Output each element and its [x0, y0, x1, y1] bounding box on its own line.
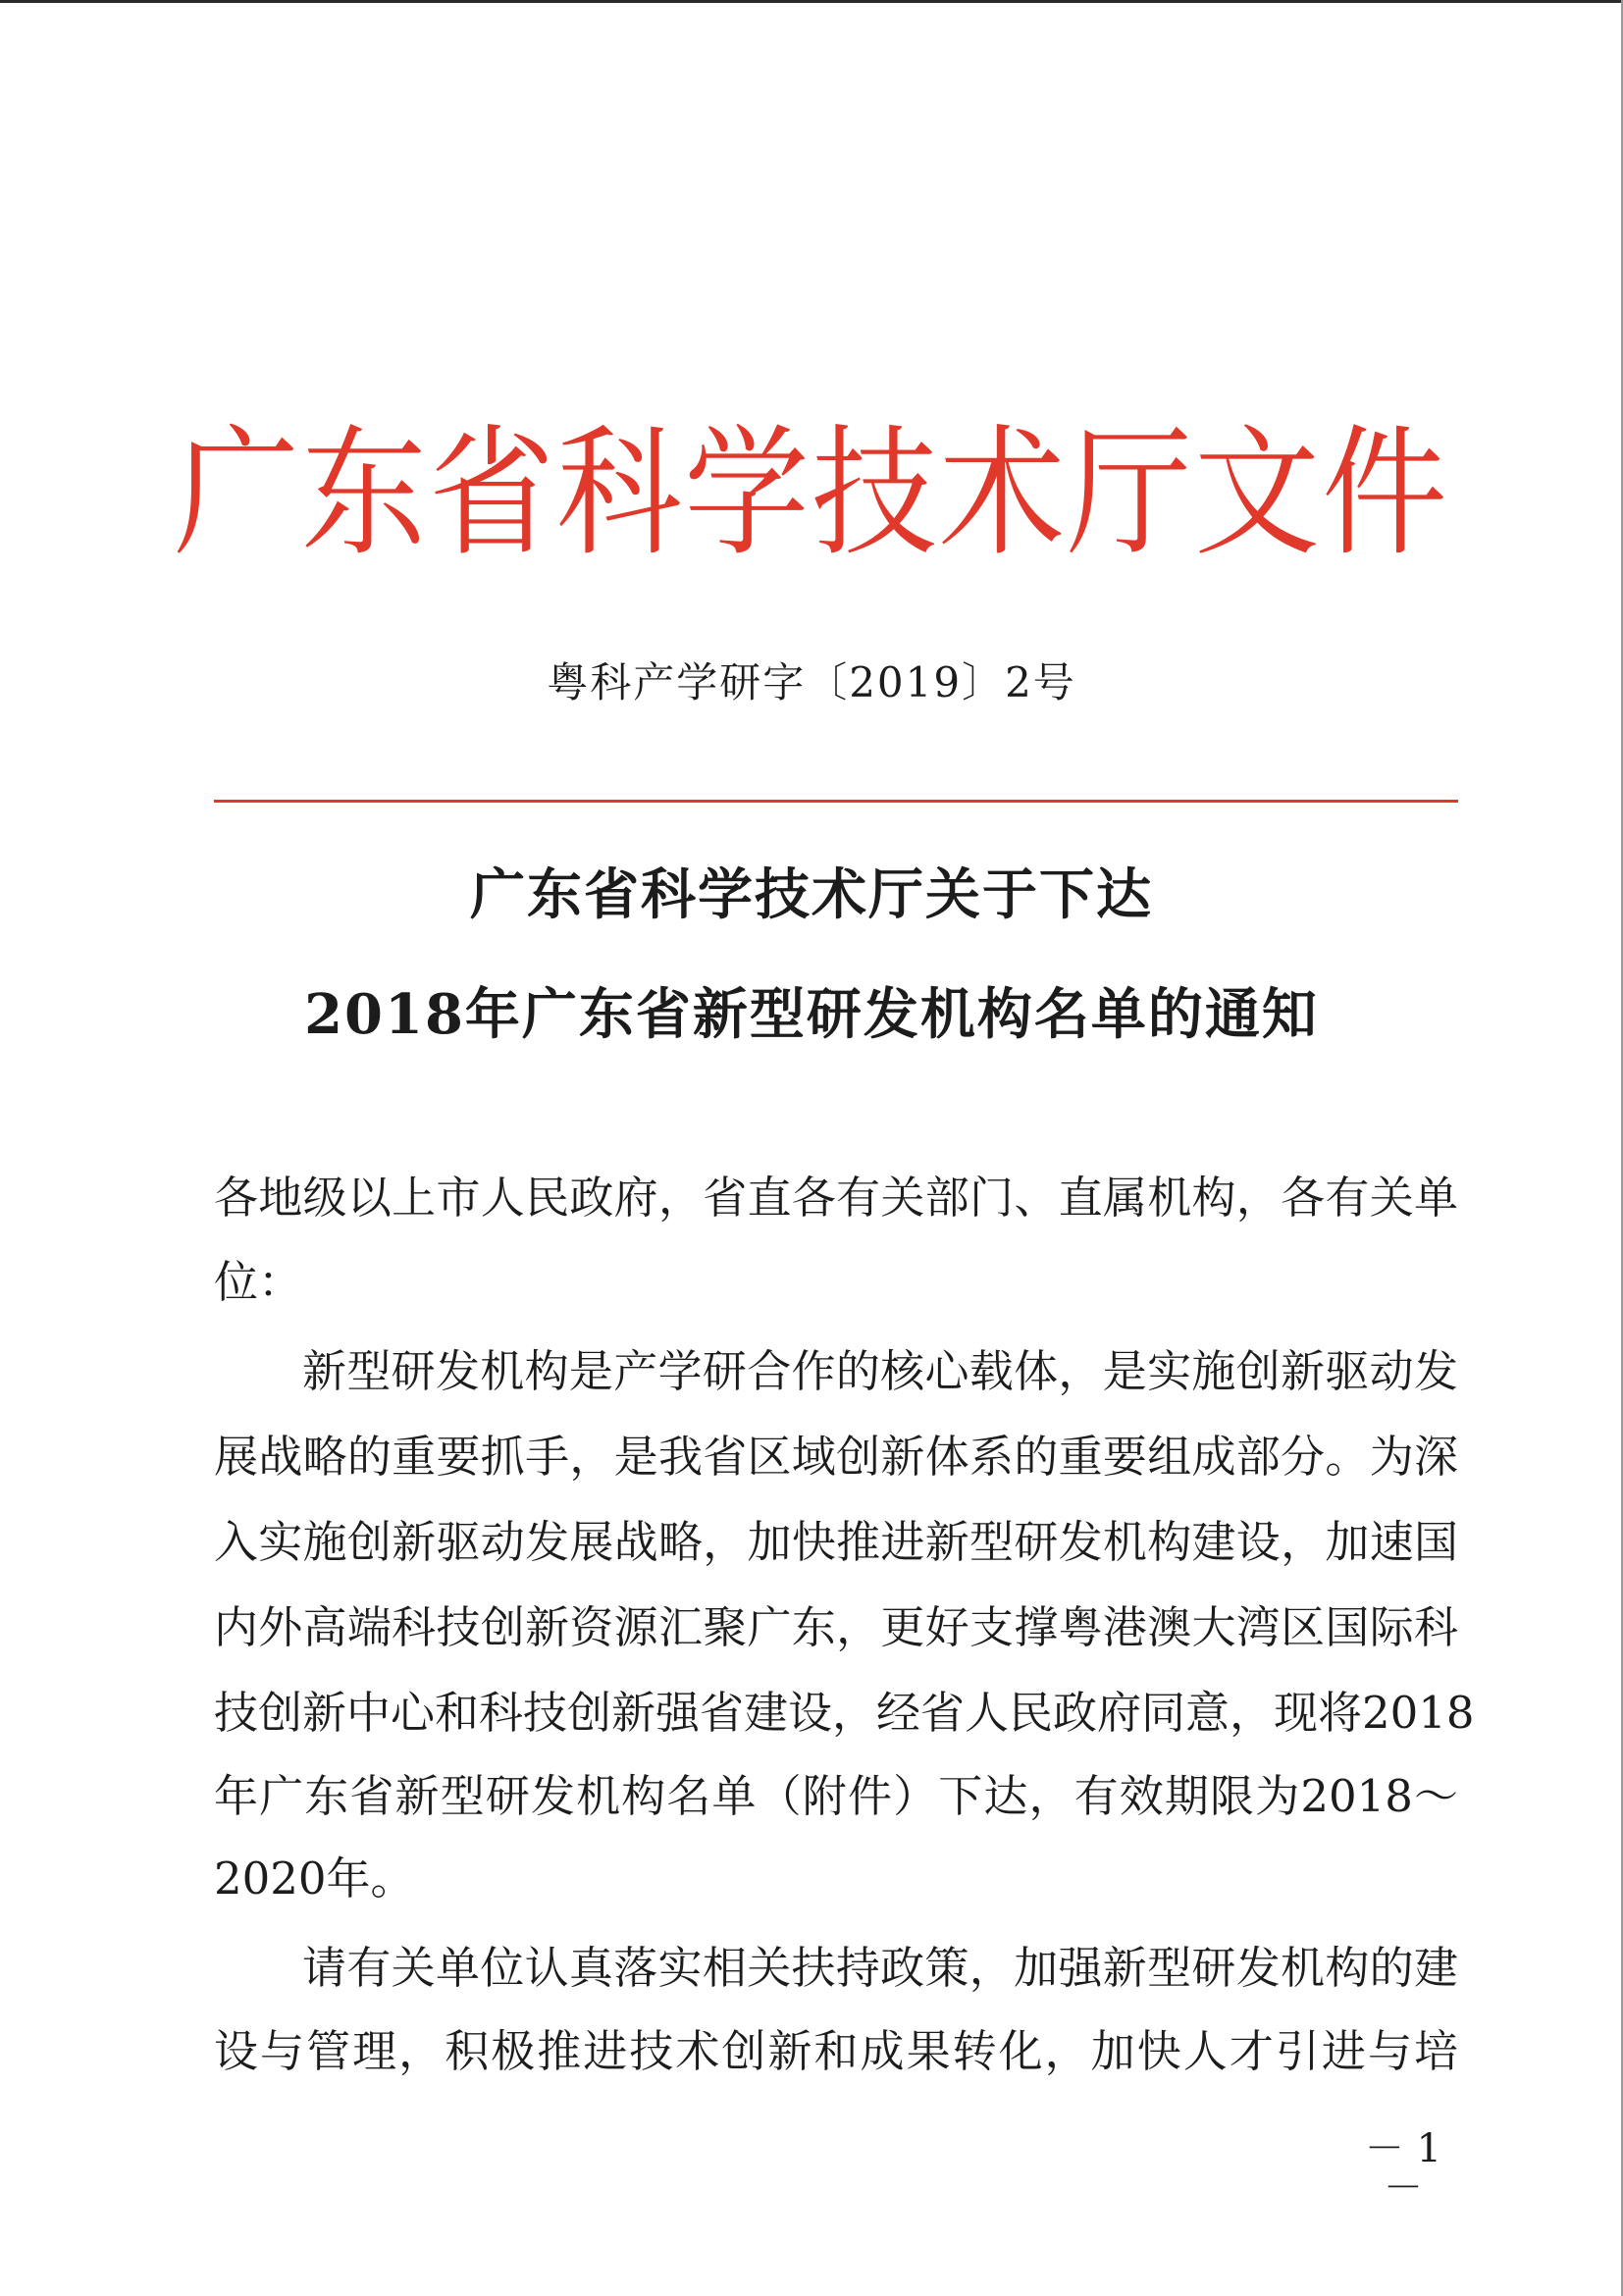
letterhead: 广东省科学技术厅文件	[173, 412, 1449, 576]
paragraph2-line-1: 请有关单位认真落实相关扶持政策，加强新型研发机构的建	[302, 1942, 1458, 1994]
scan-edge-top	[0, 0, 1623, 3]
paragraph2-line-2: 设与管理，积极推进技术创新和成果转化，加快人才引进与培	[214, 2025, 1458, 2077]
paragraph1-line-1: 新型研发机构是产学研合作的核心载体，是实施创新驱动发	[302, 1345, 1458, 1397]
paragraph1-line-7: 2020年。	[214, 1852, 415, 1905]
addressee-line-2: 位：	[214, 1256, 303, 1308]
addressee-line-1: 各地级以上市人民政府，省直各有关部门、直属机构，各有关单	[214, 1172, 1458, 1224]
red-separator-line	[214, 800, 1458, 803]
page-number: － 1 －	[1364, 2126, 1442, 2211]
paragraph1-line-3: 入实施创新驱动发展战略，加快推进新型研发机构建设，加速国	[214, 1516, 1458, 1568]
title-line-2: 2018年广东省新型研发机构名单的通知	[304, 982, 1319, 1047]
title-line-1: 广东省科学技术厅关于下达	[470, 862, 1153, 927]
document-number: 粤科产学研字〔2019〕2号	[547, 658, 1076, 706]
paragraph1-line-5: 技创新中心和科技创新强省建设，经省人民政府同意，现将2018	[214, 1687, 1475, 1739]
paragraph1-line-2: 展战略的重要抓手，是我省区域创新体系的重要组成部分。为深	[214, 1431, 1458, 1483]
paragraph1-line-6: 年广东省新型研发机构名单（附件）下达，有效期限为2018～	[214, 1770, 1458, 1822]
paragraph1-line-4: 内外高端科技创新资源汇聚广东，更好支撑粤港澳大湾区国际科	[214, 1601, 1458, 1653]
